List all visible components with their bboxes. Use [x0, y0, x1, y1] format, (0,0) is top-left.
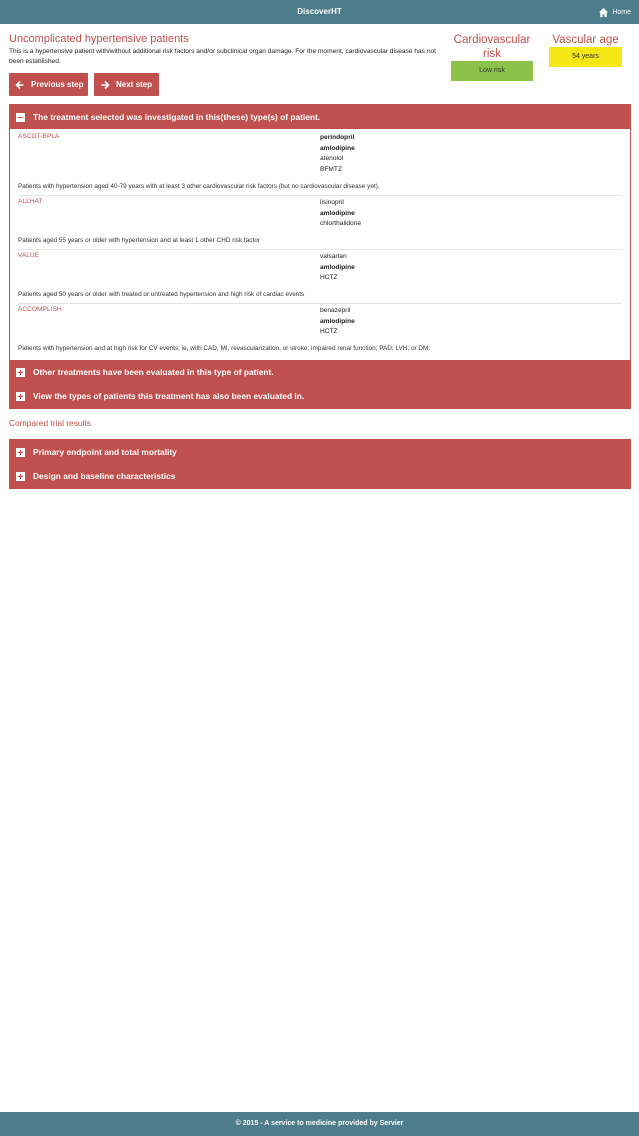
drug-name: perindopril: [320, 134, 355, 141]
trial-name[interactable]: ASCOT-BPLA: [18, 133, 60, 140]
cardiovascular-risk-metric: [451, 33, 533, 81]
trial-row: [18, 304, 622, 357]
minus-icon: [16, 113, 25, 122]
accordion-header-label: Primary endpoint and total mortality: [33, 447, 177, 457]
cardiovascular-risk-value: Low risk: [451, 61, 533, 81]
trial-description: Patients aged 55 years or older with hypertension and at least 1 other CHD risk factor: [18, 236, 260, 244]
accordion-header-other-patient-types[interactable]: [10, 384, 630, 408]
accordion-header-label: Other treatments have been evaluated in this type of patient.: [33, 367, 274, 378]
trial-row: [18, 131, 622, 196]
drug-name: amlodipine: [320, 263, 355, 271]
top-bar: [0, 0, 639, 24]
drug-name: benazepril: [320, 307, 351, 315]
plus-icon: [16, 472, 25, 481]
accordion-header-label: Design and baseline characteristics: [33, 471, 176, 481]
accordion-header-label: View the types of patients this treatment has also been evaluated in.: [33, 391, 305, 402]
vascular-age-label: Vascular age: [552, 34, 619, 46]
home-icon: [598, 7, 609, 18]
vascular-age-value: 54 years: [549, 47, 622, 67]
drug-name: atenolol: [320, 155, 344, 163]
plus-icon: [16, 448, 25, 457]
footer: © 2015 - A service to medicine provided by Servier: [0, 1112, 639, 1136]
drug-name: HCTZ: [320, 274, 338, 282]
page-title: Uncomplicated hypertensive patients: [9, 33, 189, 45]
trial-drugs: [320, 304, 622, 338]
previous-step-button[interactable]: [9, 73, 88, 96]
plus-icon: [16, 392, 25, 401]
drug-name: valsartan: [320, 252, 347, 260]
app-title: DiscoverHT: [297, 7, 342, 16]
trial-list: [10, 129, 630, 360]
drug-name: chlorthalidone: [320, 220, 362, 228]
drug-name: BFMTZ: [320, 166, 342, 174]
arrow-right-icon: [100, 80, 110, 90]
trial-drugs: [320, 250, 622, 284]
accordion-header-other-treatments[interactable]: [10, 360, 630, 384]
trial-name[interactable]: ALLHAT: [18, 197, 43, 205]
home-label: Home: [612, 8, 631, 16]
drug-name: amlodipine: [320, 317, 355, 325]
next-step-button[interactable]: [94, 73, 159, 96]
drug-name: lisinopril: [320, 198, 344, 206]
drug-name: HCTZ: [320, 328, 338, 336]
next-step-label: Next step: [116, 80, 153, 89]
trial-description: Patients with hypertension and at high risk for CV events; ie, with CAD, MI, revascularization, or stroke; impaired renal function; PAD; LVH; or DM.: [18, 345, 431, 353]
trial-drugs: [320, 131, 622, 176]
compared-trial-results-heading: Compared trial results: [9, 418, 91, 428]
home-button[interactable]: [598, 5, 631, 19]
accordion-header-label: The treatment selected was investigated in this(these) type(s) of patient.: [33, 112, 321, 122]
vascular-age-metric: [549, 33, 622, 67]
trial-drugs: [320, 196, 622, 230]
compared-results-accordion: [9, 439, 631, 489]
accordion-header-design-baseline[interactable]: [10, 464, 630, 488]
treatment-accordion: [9, 104, 631, 409]
drug-name: amlodipine: [320, 209, 355, 217]
trial-name[interactable]: ACCOMPLISH: [18, 306, 62, 314]
page-description: This is a hypertensive patient with/without additional risk factors and/or subclinical organ damage. For the moment, cardiovascular disease has not been established.: [9, 48, 436, 65]
accordion-header-primary-endpoint[interactable]: [10, 440, 630, 464]
cardiovascular-risk-label: Cardiovascular risk: [453, 34, 531, 60]
previous-step-label: Previous step: [31, 80, 84, 89]
trial-row: [18, 196, 622, 250]
drug-name: amlodipine: [320, 144, 355, 152]
plus-icon: [16, 368, 25, 377]
trial-name[interactable]: VALUE: [18, 251, 40, 259]
trial-description: Patients with hypertension aged 40-79 years with at least 3 other cardiovascular risk factors (but no cardiovascular disease yet).: [18, 182, 380, 190]
arrow-left-icon: [15, 80, 25, 90]
trial-description: Patients aged 50 years or older with treated or untreated hypertension and high risk of cardiac events: [18, 291, 305, 299]
accordion-header-investigated[interactable]: [10, 105, 630, 129]
trial-row: [18, 250, 622, 304]
